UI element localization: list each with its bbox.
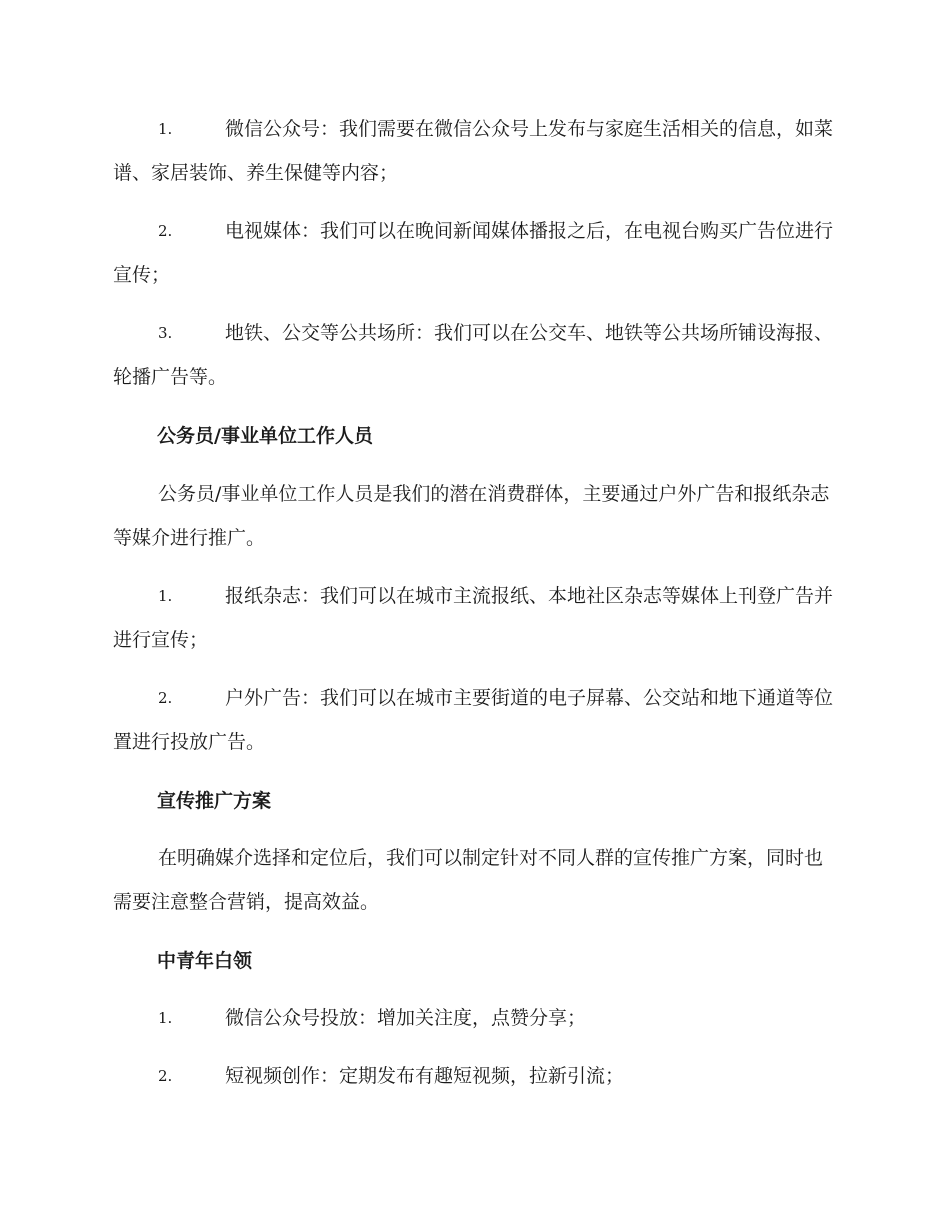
list-text: 报纸杂志：我们可以在城市主流报纸、本地社区杂志等媒体上刊登广告并进行宣传； <box>113 585 834 651</box>
list-text: 地铁、公交等公共场所：我们可以在公交车、地铁等公共场所铺设海报、轮播广告等。 <box>113 322 834 388</box>
list-number: 1. <box>158 1009 173 1027</box>
list-number: 2. <box>158 222 173 240</box>
list-item <box>113 107 833 195</box>
list-number: 1. <box>158 587 173 605</box>
list-text: 户外广告：我们可以在城市主要街道的电子屏幕、公交站和地下通道等位置进行投放广告。 <box>113 687 834 753</box>
section-heading: 公务员/事业单位工作人员 <box>157 425 373 447</box>
list-item <box>113 996 833 1040</box>
section-heading: 中青年白领 <box>157 950 253 972</box>
paragraph: 在明确媒介选择和定位后，我们可以制定针对不同人群的宣传推广方案，同时也需要注意整合营销，提高效益。 <box>113 847 824 913</box>
list-text: 微信公众号：我们需要在微信公众号上发布与家庭生活相关的信息，如菜谱、家居装饰、养生保健等内容； <box>113 118 834 184</box>
section-heading: 宣传推广方案 <box>157 790 272 812</box>
list-number: 1. <box>158 120 173 138</box>
paragraph: 公务员/事业单位工作人员是我们的潜在消费群体，主要通过户外广告和报纸杂志等媒介进行推广。 <box>113 483 830 549</box>
list-item <box>113 1054 833 1098</box>
list-item <box>113 209 833 297</box>
list-number: 3. <box>158 324 173 342</box>
list-number: 2. <box>158 1067 173 1085</box>
list-item <box>113 574 833 662</box>
list-item <box>113 311 833 399</box>
list-text: 微信公众号投放：增加关注度，点赞分享； <box>225 1007 587 1029</box>
list-text: 电视媒体：我们可以在晚间新闻媒体播报之后，在电视台购买广告位进行宣传； <box>113 220 834 286</box>
list-number: 2. <box>158 689 173 707</box>
list-text: 短视频创作：定期发布有趣短视频，拉新引流； <box>225 1065 625 1087</box>
list-item <box>113 676 833 764</box>
